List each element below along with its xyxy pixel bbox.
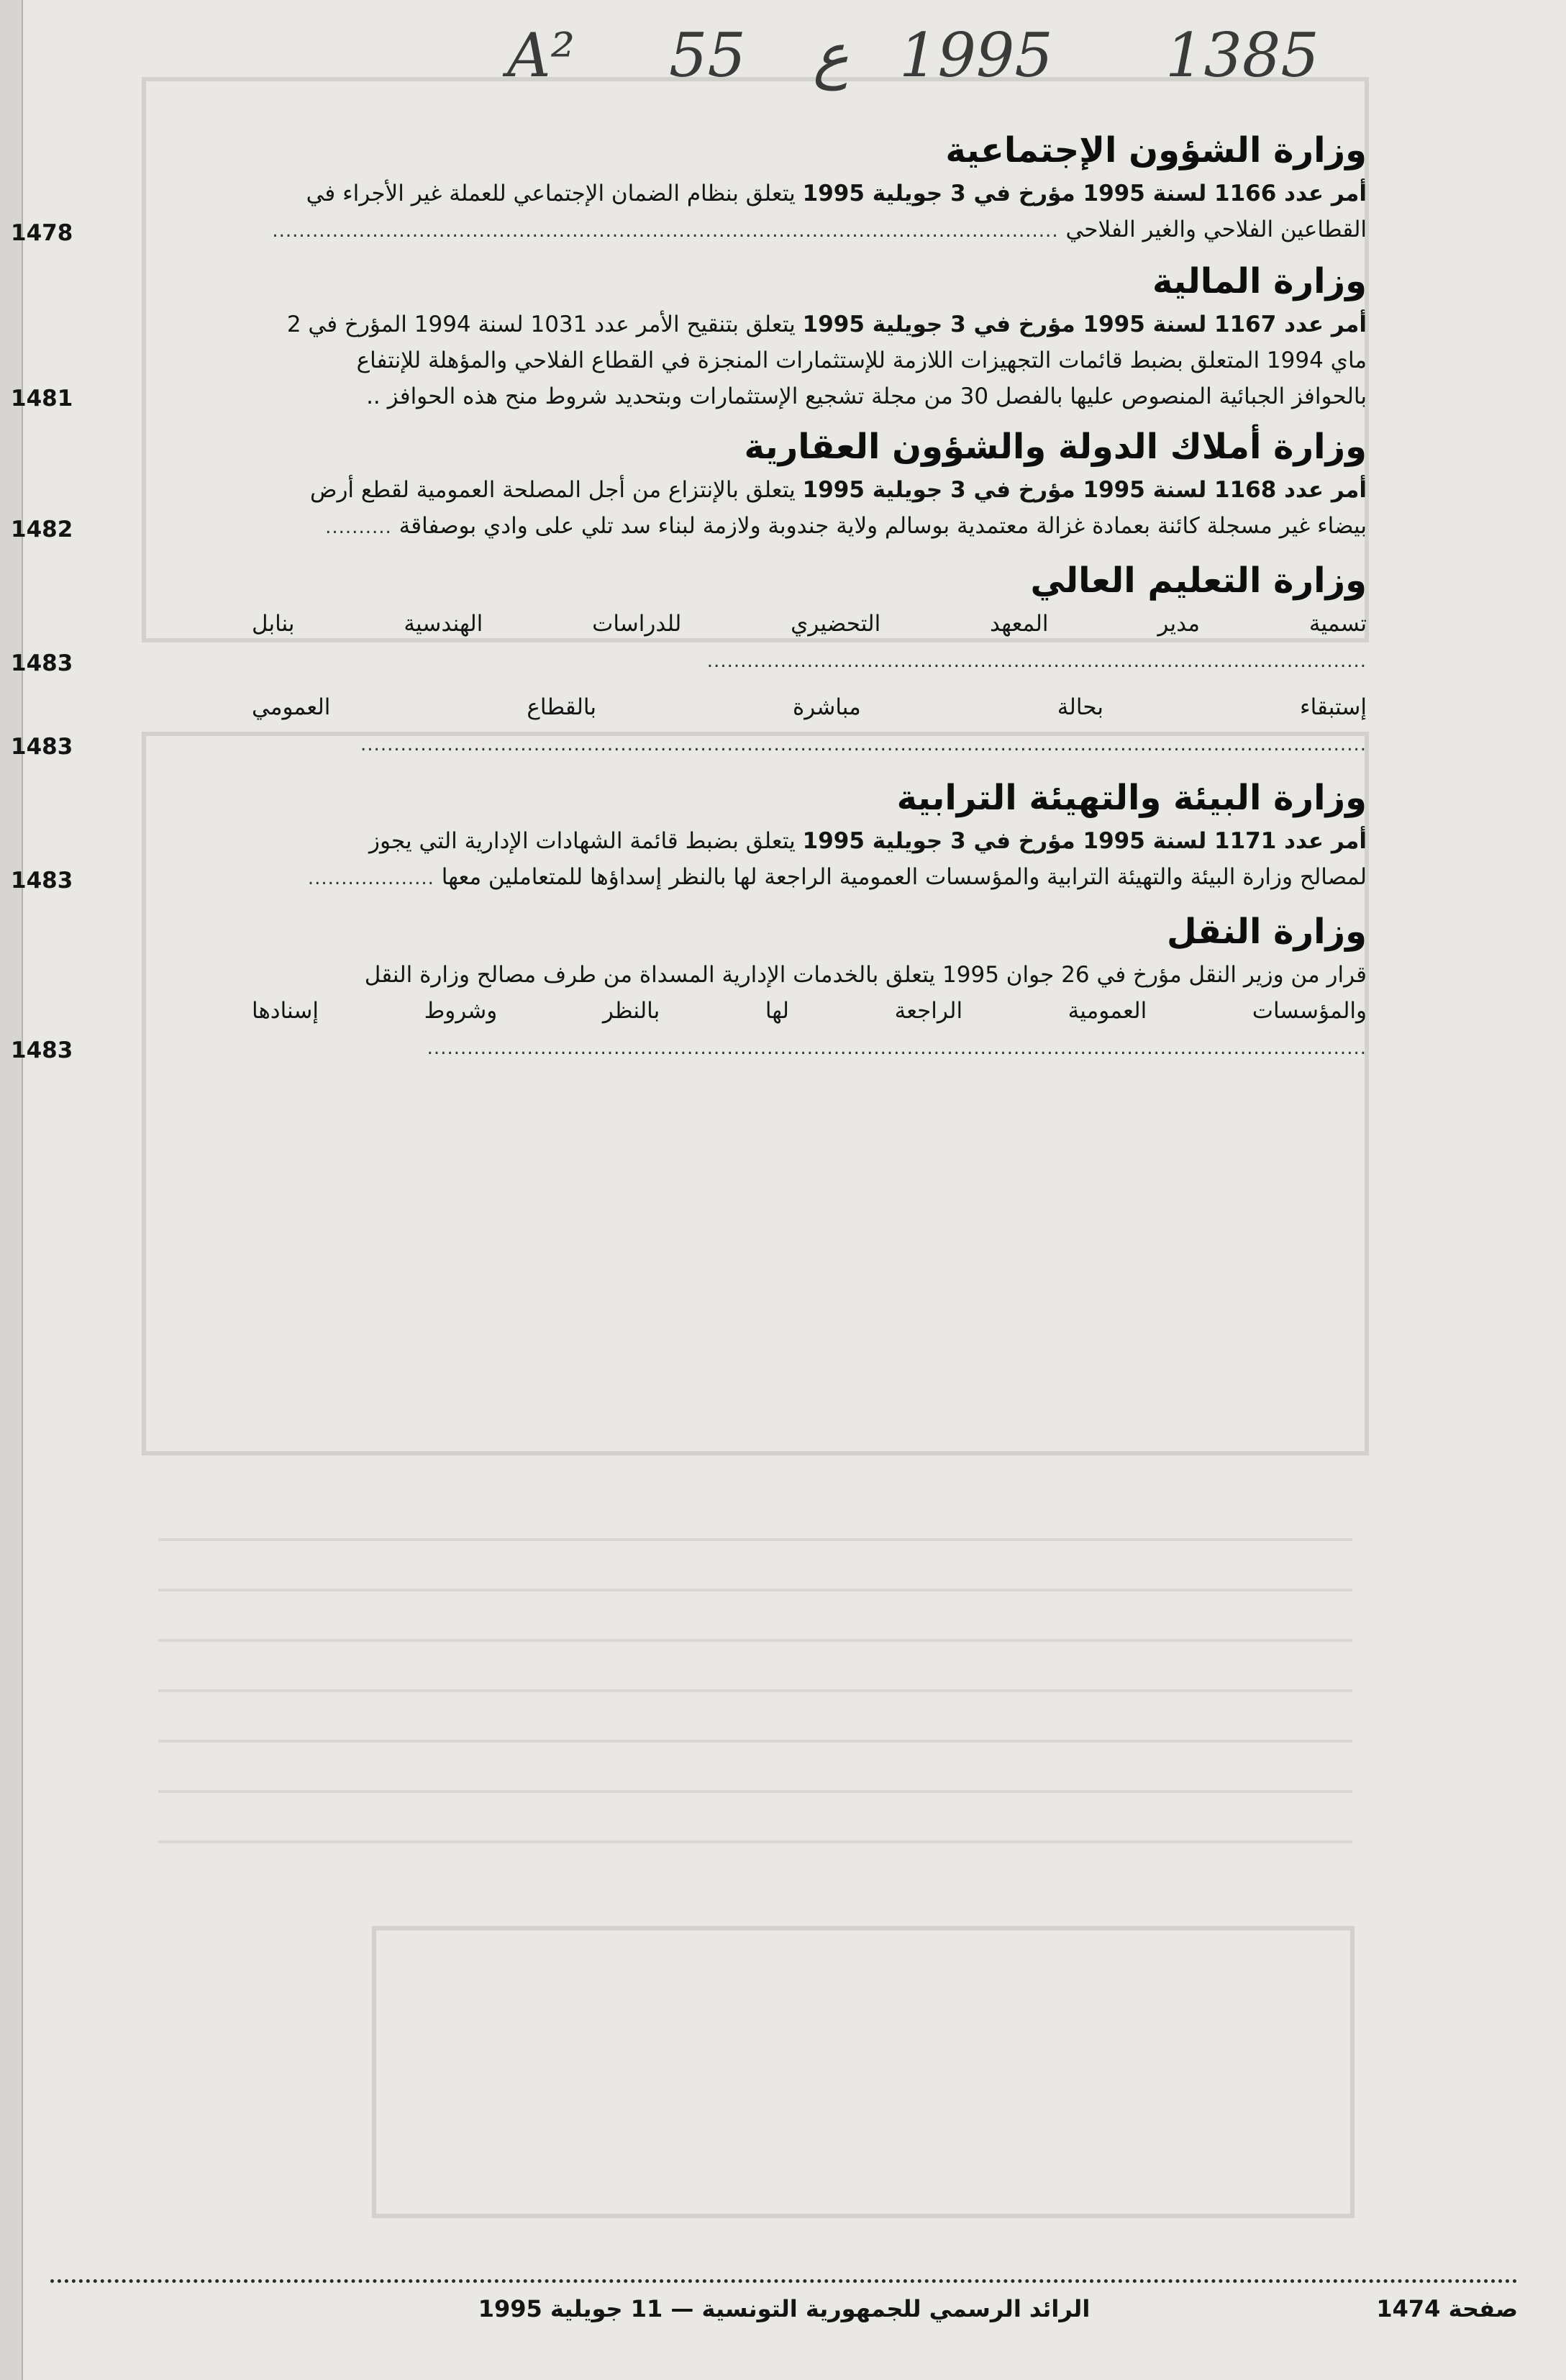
decree-reference: أمر عدد 1166 لسنة 1995 مؤرخ في 3 جويلية 1995	[802, 181, 1367, 206]
entry-text: والمؤسسات العمومية الراجعة لها بالنظر وشروط إسنادها .............................................................................................................................................	[252, 993, 1367, 1066]
entry-text: يتعلق بتنقيح الأمر عدد 1031 لسنة 1994 المؤرخ في 2	[286, 312, 796, 337]
section-title: وزارة الشؤون الإجتماعية	[945, 130, 1367, 171]
section-finance	[11, 256, 1367, 414]
footer-page-label: صفحة 1474	[1376, 2295, 1518, 2322]
handwritten-mark-a: A²	[507, 20, 575, 91]
entry-text: يتعلق بنظام الضمان الإجتماعي للعملة غير الأجراء في	[306, 181, 796, 206]
entry-text: لمصالح وزارة البيئة والتهيئة الترابية والمؤسسات العمومية الراجعة لها بالنظر إسداؤها للمتعاملين معها ...................	[252, 859, 1367, 896]
leader-dots: ..........	[325, 517, 392, 538]
page-number: 1483	[11, 650, 73, 676]
entry-text: بالحوافز الجبائية المنصوص عليها بالفصل 30 من مجلة تشجيع الإستثمارات وبتحديد شروط منح هذه الحوافز ..	[366, 383, 1367, 409]
handwritten-mark-c: ع	[813, 20, 850, 91]
handwritten-mark-b: 55	[669, 20, 746, 91]
leader-dots: .............................................................................................................................................	[427, 1037, 1367, 1059]
section-title: وزارة أملاك الدولة والشؤون العقارية	[744, 427, 1367, 467]
entry-text: القطاعين الفلاحي والغير الفلاحي ......................................................................................................................	[252, 212, 1367, 249]
handwritten-mark-d: 1995	[899, 20, 1053, 91]
entry-text: قرار من وزير النقل مؤرخ في 26 جوان 1995 يتعلق بالخدمات الإدارية المسداة من طرف مصالح وزارة النقل	[364, 962, 1367, 988]
page-number: 1483	[11, 1037, 73, 1063]
leader-dots: ...................	[307, 868, 434, 889]
page-number: 1482	[11, 517, 73, 542]
footer-journal-title: الرائد الرسمي للجمهورية التونسية — 11 جويلية 1995	[478, 2295, 1091, 2322]
section-social-affairs	[11, 125, 1367, 249]
section-title: وزارة المالية	[1152, 261, 1367, 301]
list-item	[11, 306, 1367, 414]
section-title: وزارة التعليم العالي	[1030, 560, 1367, 601]
entry-text: يتعلق بالإنتزاع من أجل المصلحة العمومية لقطع أرض	[309, 477, 796, 503]
list-item	[11, 689, 1367, 763]
table-of-contents	[11, 115, 1367, 1071]
section-title: وزارة النقل	[1166, 912, 1367, 952]
leader-dots: ...................................................................................................	[706, 650, 1367, 672]
entry-text: إستبقاء بحالة مباشرة بالقطاع العمومي	[252, 694, 1367, 720]
list-item	[11, 823, 1367, 896]
handwritten-mark-e: 1385	[1165, 20, 1319, 91]
section-higher-education	[11, 555, 1367, 763]
entry-text: بيضاء غير مسجلة كائنة بعمادة غزالة معتمدية بوسالم ولاية جندوبة ولازمة لبناء سد تلي على وادي بوصفاقة ..........	[252, 508, 1367, 545]
handwritten-annotation	[0, 20, 1367, 106]
page-number: 1478	[11, 220, 73, 246]
section-state-property	[11, 422, 1367, 545]
entry-text: تسمية مدير المعهد التحضيري للدراسات الهندسية بنابل	[252, 611, 1367, 637]
section-title: وزارة البيئة والتهيئة الترابية	[896, 778, 1367, 818]
list-item	[11, 606, 1367, 679]
list-item	[11, 176, 1367, 249]
list-item	[11, 957, 1367, 1066]
footer-divider	[50, 2279, 1518, 2283]
page-number: 1483	[11, 734, 73, 760]
section-transport	[11, 907, 1367, 1066]
decree-reference: أمر عدد 1171 لسنة 1995 مؤرخ في 3 جويلية 1995	[802, 828, 1367, 854]
page-number: 1481	[11, 386, 73, 412]
entry-text: يتعلق بضبط قائمة الشهادات الإدارية التي يجوز	[369, 828, 796, 854]
leader-dots: ......................................................................................................................	[272, 220, 1059, 242]
section-environment	[11, 773, 1367, 896]
page-number: 1483	[11, 868, 73, 894]
list-item	[11, 472, 1367, 545]
decree-reference: أمر عدد 1167 لسنة 1995 مؤرخ في 3 جويلية 1995	[802, 312, 1367, 337]
entry-text: ماي 1994 المتعلق بضبط قائمات التجهيزات اللازمة للإستثمارات المنجزة في القطاع الفلاحي والمؤهلة للإنتفاع	[356, 348, 1367, 373]
page-footer	[50, 2295, 1518, 2338]
decree-reference: أمر عدد 1168 لسنة 1995 مؤرخ في 3 جويلية 1995	[802, 477, 1367, 503]
leader-dots: .......................................................................................................................................................	[360, 734, 1367, 755]
